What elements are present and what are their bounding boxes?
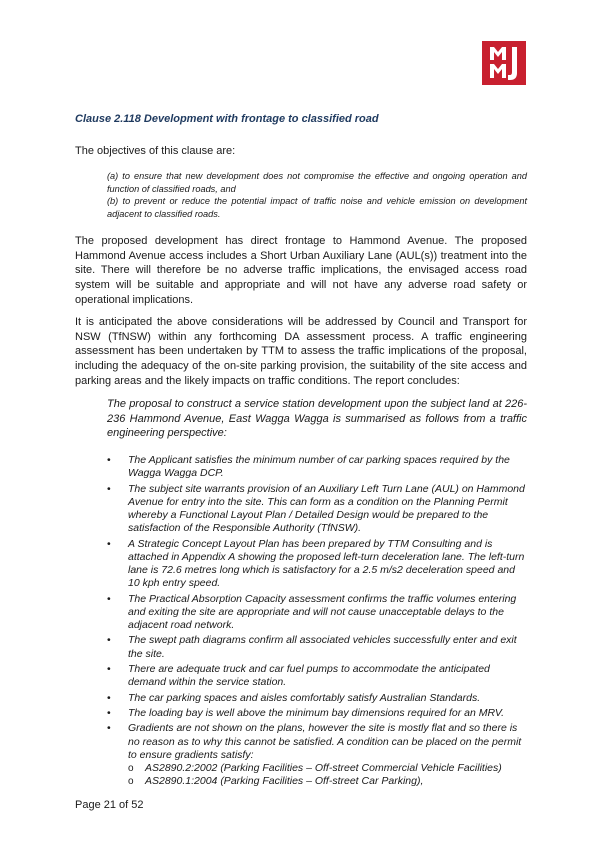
company-logo xyxy=(482,41,526,85)
sub-list-item: o AS2890.2:2002 (Parking Facilities – Off-street Commercial Vehicle Facilities) xyxy=(128,762,527,775)
sub-list-item: o AS2890.1:2004 (Parking Facilities – Off-street Car Parking), xyxy=(128,775,527,788)
list-item-text: Gradients are not shown on the plans, however the site is mostly flat and so there is no reason as to why this cannot be satisfied. A condition can be placed on the permit to ensure gradients satisfy: xyxy=(128,722,522,761)
report-conclusions-list xyxy=(107,454,527,791)
objectives-intro: The objectives of this clause are: xyxy=(75,145,236,157)
list-item xyxy=(107,483,527,536)
list-item-text: The car parking spaces and aisles comfortably satisfy Australian Standards. xyxy=(128,691,481,704)
list-item-text: There are adequate truck and car fuel pumps to accommodate the anticipated demand within the service station. xyxy=(128,662,490,689)
list-item xyxy=(107,707,527,720)
list-item-text: The loading bay is well above the minimum bay dimensions required for an MRV. xyxy=(128,706,505,719)
page-number: Page 21 of 52 xyxy=(75,799,144,811)
list-item-text: The swept path diagrams confirm all associated vehicles successfully enter and exit the site. xyxy=(128,634,517,660)
paragraph-frontage: The proposed development has direct frontage to Hammond Avenue. The proposed Hammond Avenue access includes a Short Urban Auxiliary Lane (AUL(s)) treatment into the site. There will therefore be no adverse traffic implications, the envisaged access road system will be suitable and appropriate and will not have any adverse road safety or operational implications. xyxy=(75,235,527,306)
list-item xyxy=(107,593,527,633)
paragraph-assessment: It is anticipated the above considerations will be addressed by Council and Transport for NSW (TfNSW) within any forthcoming DA assessment process. A traffic engineering assessment has been undertaken by TTM to assess the traffic implications of the proposal, including the adequacy of the on-site parking provision, the suitability of the site access and parking areas and the likely impacts on traffic conditions. The report concludes: xyxy=(75,316,527,387)
list-item-text: The subject site warrants provision of an Auxiliary Left Turn Lane (AUL) on Hammond Avenue for entry into the site. This can form as a condition on the Planning Permit whereby a Functional Layout Plan / Detailed Design would be prepared to the satisfaction of the Responsible Authority (TfNSW). xyxy=(128,482,525,535)
list-item-text: The Applicant satisfies the minimum number of car parking spaces required by the Wagga Wagga DCP. xyxy=(128,454,510,480)
report-quote: The proposal to construct a service station development upon the subject land at 226-236 Hammond Avenue, East Wagga Wagga is summarised as follows from a traffic engineering perspective: xyxy=(107,398,527,440)
standards-sublist xyxy=(128,762,527,788)
list-item xyxy=(107,722,527,788)
clause-heading: Clause 2.118 Development with frontage to classified road xyxy=(75,113,379,125)
list-item xyxy=(107,538,527,591)
list-item xyxy=(107,634,527,660)
list-item xyxy=(107,454,527,480)
objective-a: (a) to ensure that new development does not compromise the effective and ongoing operation and function of classified roads, and xyxy=(107,171,527,194)
mmj-logo-icon xyxy=(482,41,526,85)
objectives-list xyxy=(107,170,527,220)
list-item xyxy=(107,663,527,689)
objective-b: (b) to prevent or reduce the potential impact of traffic noise and vehicle emission on development adjacent to classified roads. xyxy=(107,196,527,219)
list-item-text: A Strategic Concept Layout Plan has been prepared by TTM Consulting and is attached in Appendix A showing the proposed left-turn deceleration lane. The left-turn lane is 72.6 metres long which is satisfactory for a 2.5 m/s2 deceleration speed and 10 kph entry speed. xyxy=(128,537,525,590)
list-item-text: The Practical Absorption Capacity assessment confirms the traffic volumes entering and exiting the site are appropriate and will not cause unacceptable delays to the adjacent road network. xyxy=(128,592,517,631)
list-item xyxy=(107,692,527,705)
